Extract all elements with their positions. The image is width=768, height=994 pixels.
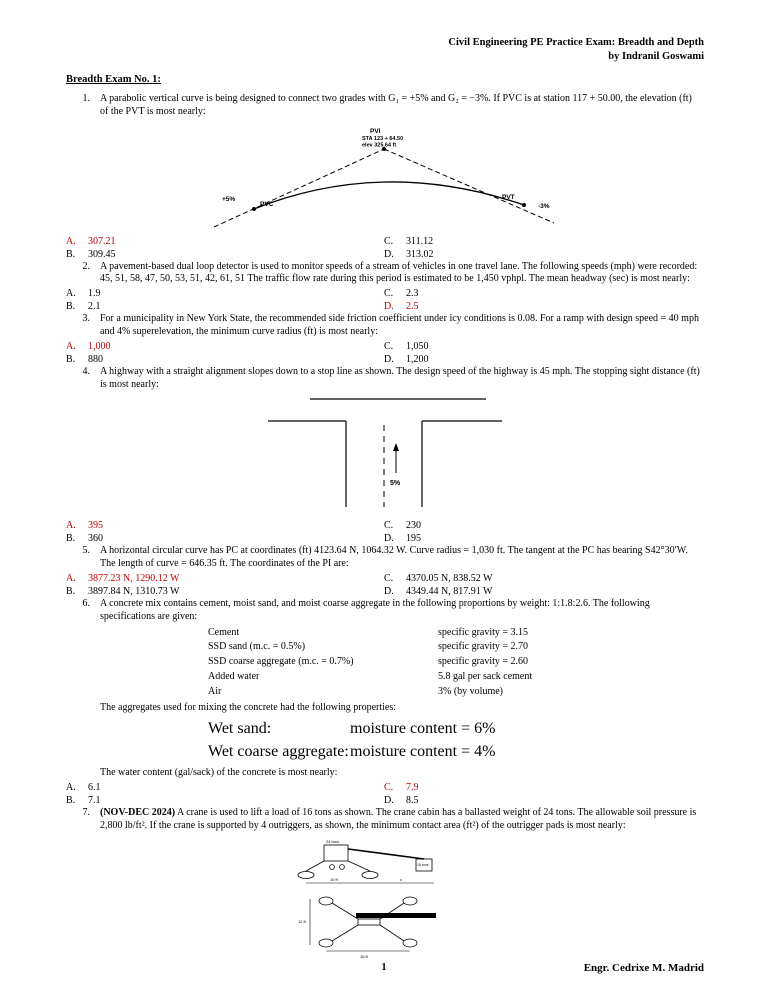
choice-letter: C. (384, 572, 394, 584)
highway-slope-diagram (254, 395, 514, 511)
dim-v-label: 12 ft (298, 918, 306, 924)
question-number: 7. (82, 806, 90, 818)
question-text: A concrete mix contains cement, moist sand, and moist coarse aggregate in the following proportions by weight: 1:1.8:2.6. The following specifications are given: (100, 597, 650, 622)
choice-text: 1,050 (406, 340, 429, 352)
choice-letter: B. (66, 585, 76, 597)
dim-h-label: 16 ft (360, 953, 368, 959)
grade-label: 5% (390, 480, 401, 488)
question-text: A highway with a straight alignment slopes down to a stop line as shown. The design speed of the highway is 45 mph. The stopping sight distance (ft) is most nearly: (100, 365, 700, 390)
property-value: moisture content = 6% (350, 720, 496, 738)
choice-letter: D. (384, 585, 394, 597)
spec-value: 3% (by volume) (438, 685, 503, 697)
question-5-choices (66, 572, 702, 598)
choice-letter: B. (66, 533, 76, 545)
aggregate-properties (100, 718, 702, 763)
spec-name: SSD coarse aggregate (m.c. = 0.7%) (208, 656, 354, 668)
document-content (66, 74, 702, 967)
spec-name: Added water (208, 670, 260, 682)
page-number: 1 (381, 962, 387, 973)
choice-text: 195 (406, 533, 421, 545)
question-1 (66, 93, 702, 119)
table-row (100, 685, 698, 700)
document-header (448, 36, 704, 64)
question-number: 4. (82, 365, 90, 377)
question-6-choices (66, 781, 702, 807)
choice-letter: D. (384, 301, 394, 313)
question-3 (66, 313, 702, 339)
cabin-weight-label: 24 tons (326, 838, 340, 844)
property-row (100, 741, 702, 763)
dim-b-label: x (400, 876, 402, 882)
question-number: 3. (82, 313, 90, 325)
choice-letter: C. (384, 520, 394, 532)
concrete-spec-table (100, 626, 698, 700)
question-number: 2. (82, 260, 90, 272)
choice-letter: D. (384, 353, 394, 365)
spec-value: 5.8 gal per sack cement (438, 670, 533, 682)
question-4-choices (66, 519, 702, 545)
crane-outrigger-diagram (284, 837, 484, 963)
choice-text: 7.1 (88, 794, 101, 806)
question-5 (66, 545, 702, 571)
choice-letter: D. (384, 533, 394, 545)
question-2 (66, 261, 702, 287)
choice-letter: A. (66, 235, 76, 247)
choice-text: 311.12 (406, 235, 434, 247)
question-number: 6. (82, 597, 90, 609)
choice-text: 2.3 (406, 288, 419, 300)
choice-letter: C. (384, 781, 394, 793)
choice-text: 313.02 (406, 248, 434, 260)
pvi-elevation-label: elev 325.64 ft (362, 142, 397, 149)
choice-letter: B. (66, 794, 76, 806)
question-2-choices (66, 287, 702, 313)
choice-letter: A. (66, 520, 76, 532)
choice-text: 6.1 (88, 781, 101, 793)
load-label: 16 tons (417, 862, 429, 867)
choice-text: 1.9 (88, 288, 101, 300)
choice-letter: B. (66, 301, 76, 313)
question-prefix: (NOV-DEC 2024) (100, 806, 176, 818)
choice-text: 2.1 (88, 301, 101, 313)
question-4 (66, 366, 702, 392)
grade-in-label: +5% (222, 195, 236, 203)
choice-text: 309.45 (88, 248, 116, 260)
pvt-label: PVT (502, 193, 515, 201)
choice-letter: D. (384, 794, 394, 806)
table-row (100, 670, 698, 685)
choice-text: 307.21 (88, 235, 116, 247)
choice-letter: A. (66, 288, 76, 300)
choice-text: 3877.23 N, 1290.12 W (88, 572, 180, 584)
question-text: For a municipality in New York State, the recommended side friction coefficient under icy conditions is 0.08. For a ramp with design speed = 40 mph and 4% superelevation, the minimum curve radius (ft) is most nearly: (100, 313, 699, 337)
question-6 (66, 598, 702, 780)
question-text: A pavement-based dual loop detector is used to monitor speeds of a stream of vehicles in one travel lane. The following speeds (mph) were recorded: 45, 51, 58, 47, 50, 53, 51, 42, 61, 51 The traffic flow rate during this period is estimated to be 1,450 vphpl. The mean headway (sec) is most nearly: (100, 260, 698, 285)
choice-letter: B. (66, 248, 76, 260)
question-tail-text: The water content (gal/sack) of the concrete is most nearly: (100, 767, 338, 779)
property-label: Wet sand: (208, 720, 272, 738)
grade-out-label: -3% (538, 202, 550, 210)
crane-outrigger-figure (66, 837, 702, 963)
question-number: 1. (82, 93, 90, 104)
pvc-label: PVC (260, 200, 274, 208)
dim-a-label: 10 ft (330, 876, 338, 882)
question-text: A crane is used to lift a load of 16 tons as shown. The crane cabin has a ballasted weight of 24 tons. The allowable soil pressure is 2,800 lb/ft². If the crane is supported by 4 outriggers, as shown, the minimum contact area (ft²) of the outrigger pads is most nearly: (100, 806, 697, 831)
table-row (100, 626, 698, 641)
spec-name: Air (208, 685, 222, 697)
author-name: Engr. Cedrixe M. Madrid (583, 962, 704, 974)
question-text: A parabolic vertical curve is being designed to connect two grades with G₁ = +5% and G₂ = −3%. If PVC is at station 117 + 50.00, the elevation (ft) of the PVT is most nearly: (100, 93, 692, 117)
header-title-line2: by Indranil Goswami (608, 51, 704, 63)
choice-letter: A. (66, 572, 76, 584)
vertical-curve-figure (66, 123, 702, 231)
choice-text: 360 (88, 533, 103, 545)
choice-text: 8.5 (406, 794, 419, 806)
question-text: A horizontal circular curve has PC at coordinates (ft) 4123.64 N, 1064.32 W. Curve radius = 1,030 ft. The tangent at the PC has bearing S42°30′W. The length of curve = 646.35 ft. The coordinates of the PI are: (100, 545, 688, 570)
choice-letter: C. (384, 235, 394, 247)
choice-text: 1,200 (406, 353, 429, 365)
choice-text: 7.9 (406, 781, 419, 793)
choice-letter: C. (384, 340, 394, 352)
choice-text: 4370.05 N, 838.52 W (406, 572, 493, 584)
spec-name: SSD sand (m.c. = 0.5%) (208, 641, 306, 653)
highway-slope-figure (66, 395, 702, 515)
header-title-line1: Civil Engineering PE Practice Exam: Breadth and Depth (448, 37, 704, 48)
pvi-station-label: STA 123 + 64.50 (362, 135, 404, 142)
choice-text: 395 (88, 520, 103, 532)
table-row (100, 655, 698, 670)
choice-text: 2.5 (406, 301, 419, 313)
spec-value: specific gravity = 3.15 (438, 626, 529, 638)
choice-letter: B. (66, 353, 76, 365)
pvi-label: PVI (370, 127, 381, 135)
question-3-choices (66, 340, 702, 366)
choice-letter: A. (66, 781, 76, 793)
property-row (100, 718, 702, 740)
choice-text: 1,000 (88, 340, 111, 352)
spec-name: Cement (208, 626, 240, 638)
table-row (100, 640, 698, 655)
spec-value: specific gravity = 2.60 (438, 656, 529, 668)
choice-text: 3897.84 N, 1310.73 W (88, 585, 180, 597)
vertical-curve-diagram (194, 123, 574, 231)
property-value: moisture content = 4% (350, 742, 496, 760)
question-7 (66, 807, 702, 833)
choice-letter: A. (66, 340, 76, 352)
property-label: Wet coarse aggregate: (208, 742, 349, 760)
choice-letter: D. (384, 248, 394, 260)
choice-text: 880 (88, 353, 103, 365)
section-title: Breadth Exam No. 1: (66, 74, 161, 85)
choice-text: 230 (406, 520, 421, 532)
aggregate-intro-text: The aggregates used for mixing the concrete had the following properties: (100, 701, 397, 713)
choice-letter: C. (384, 288, 394, 300)
question-1-choices (66, 235, 702, 261)
question-number: 5. (82, 545, 90, 557)
choice-text: 4349.44 N, 817.91 W (406, 585, 493, 597)
spec-value: specific gravity = 2.70 (438, 641, 529, 653)
